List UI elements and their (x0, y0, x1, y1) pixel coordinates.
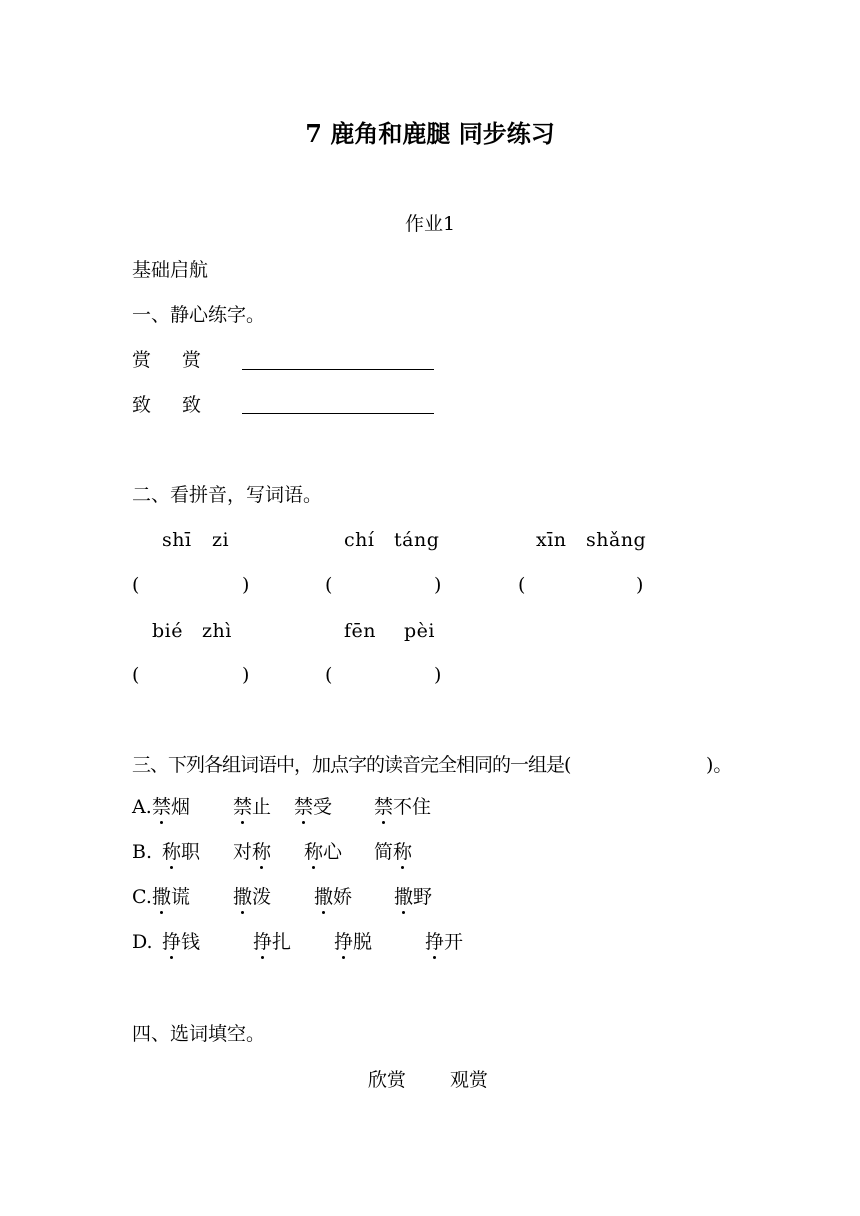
q1-char: 致 (182, 394, 202, 416)
answer-bracket-close: ) (434, 574, 442, 596)
section-label: 基础启航 (132, 259, 209, 281)
option-word: 禁不住 (374, 796, 432, 818)
pinyin-syllable: xīn (536, 529, 567, 551)
option-word: 禁烟 (152, 796, 191, 818)
pinyin-syllable: shǎng (586, 529, 647, 551)
answer-bracket-open: ( (132, 664, 140, 686)
q3-heading-close: )。 (706, 754, 733, 776)
option-word: 挣开 (425, 931, 464, 953)
q4-heading: 四、选词填空。 (132, 1023, 266, 1045)
q1-char: 赏 (132, 349, 152, 371)
option-word: 撒娇 (314, 886, 353, 908)
option-word: 挣钱 (162, 931, 201, 953)
option-word: 撒谎 (152, 886, 191, 908)
option-label: A. (132, 796, 152, 818)
pinyin-syllable: fēn (344, 620, 377, 642)
q1-writing-line[interactable] (242, 369, 434, 370)
word-choice: 欣赏 (368, 1069, 407, 1091)
option-word: 挣脱 (334, 931, 373, 953)
option-word: 撒野 (394, 886, 433, 908)
q3-heading: 三、下列各组词语中，加点字的读音完全相同的一组是( (132, 754, 571, 776)
q1-heading: 一、静心练字。 (132, 304, 266, 326)
option-word: 称职 (162, 841, 201, 863)
answer-bracket-close: ) (636, 574, 644, 596)
answer-bracket-open: ( (325, 574, 333, 596)
answer-bracket-open: ( (518, 574, 526, 596)
q2-heading: 二、看拼音，写词语。 (132, 484, 323, 506)
pinyin-syllable: zi (212, 529, 230, 551)
pinyin-syllable: táng (394, 529, 440, 551)
page-title: 7 鹿角和鹿腿 同步练习 (305, 119, 555, 148)
option-word: 对称 (233, 841, 272, 863)
option-word: 禁止 (233, 796, 272, 818)
q1-char: 致 (132, 394, 152, 416)
pinyin-syllable: pèi (404, 620, 435, 642)
option-word: 简称 (374, 841, 413, 863)
answer-bracket-close: ) (434, 664, 442, 686)
word-choice: 观赏 (450, 1069, 489, 1091)
pinyin-syllable: zhì (202, 620, 232, 642)
option-word: 称心 (304, 841, 343, 863)
answer-bracket-open: ( (325, 664, 333, 686)
assignment-label: 作业1 (404, 213, 456, 235)
pinyin-syllable: chí (344, 529, 375, 551)
answer-bracket-close: ) (242, 574, 250, 596)
answer-bracket-close: ) (242, 664, 250, 686)
option-word: 撒泼 (233, 886, 272, 908)
q1-char: 赏 (182, 349, 202, 371)
option-word: 禁受 (294, 796, 333, 818)
option-label: C. (132, 886, 152, 908)
answer-bracket-open: ( (132, 574, 140, 596)
pinyin-syllable: bié (152, 620, 183, 642)
option-word: 挣扎 (253, 931, 292, 953)
option-label: D. (132, 931, 153, 953)
pinyin-syllable: shī (162, 529, 192, 551)
q1-writing-line[interactable] (242, 413, 434, 414)
option-label: B. (132, 841, 153, 863)
